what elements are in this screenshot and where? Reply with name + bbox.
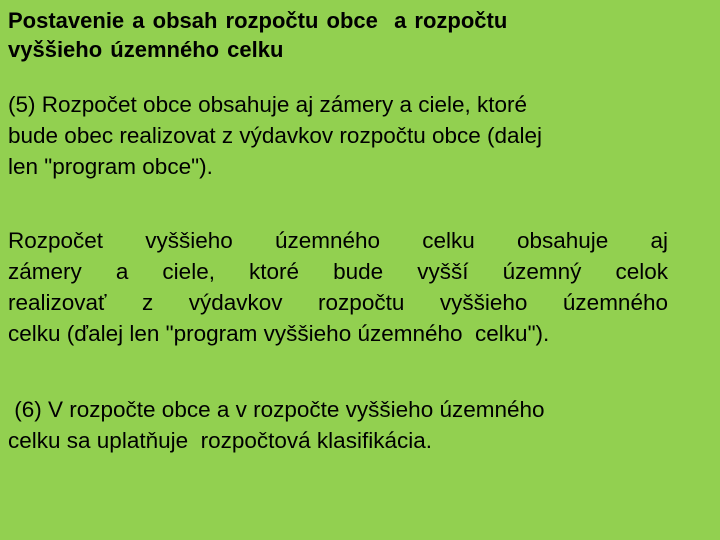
text-line: celku (ďalej len "program vyššieho územného celku"). xyxy=(8,321,550,346)
text-line: bude obec realizovat z výdavkov rozpočtu obce (dalej xyxy=(8,123,543,148)
text-line: (6) V rozpočte obce a v rozpočte vyššieho územného xyxy=(8,397,545,422)
paragraph-program-vuc xyxy=(8,225,708,349)
text-line: celku sa uplatňuje rozpočtová klasifikácia. xyxy=(8,428,432,453)
text-line: len "program obce"). xyxy=(8,154,213,179)
title-line: vyššieho územného celku xyxy=(8,37,284,62)
text-line: (5) Rozpočet obce obsahuje aj zámery a ciele, ktoré xyxy=(8,92,528,117)
text-line: Rozpočet vyššieho územného celku obsahuje aj xyxy=(8,228,668,253)
text-line: zámery a ciele, ktoré bude vyšší územný celok xyxy=(8,259,668,284)
slide-title xyxy=(8,6,698,64)
paragraph-5 xyxy=(8,89,708,182)
text-line: realizovať z výdavkov rozpočtu vyššieho územného xyxy=(8,290,668,315)
title-line: Postavenie a obsah rozpočtu obce a rozpočtu xyxy=(8,8,508,33)
paragraph-6 xyxy=(8,394,708,456)
